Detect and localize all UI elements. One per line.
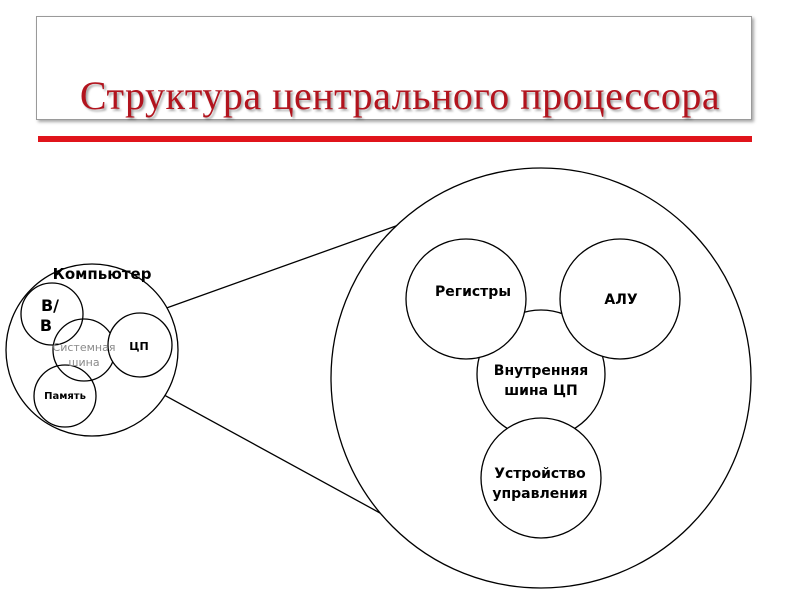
system-bus-label-line1: Системная xyxy=(52,341,116,354)
computer-label: Компьютер xyxy=(52,265,152,283)
slide-title: Структура центрального процессора xyxy=(79,73,721,118)
cpu-label: ЦП xyxy=(129,340,149,353)
internal-bus-label-line1: Внутренняя xyxy=(493,363,589,379)
io-label-line2: В xyxy=(39,316,53,335)
registers-label: Регистры xyxy=(435,284,511,300)
control-unit-label-line2: управления xyxy=(492,486,588,502)
io-label-line1: В/ xyxy=(40,296,60,315)
memory-label: Память xyxy=(44,391,86,402)
alu-label: АЛУ xyxy=(604,292,638,308)
internal-bus-label-line2: шина ЦП xyxy=(504,383,578,399)
control-unit-label-line1: Устройство xyxy=(494,466,586,482)
system-bus-label-line2: шина xyxy=(68,356,100,369)
